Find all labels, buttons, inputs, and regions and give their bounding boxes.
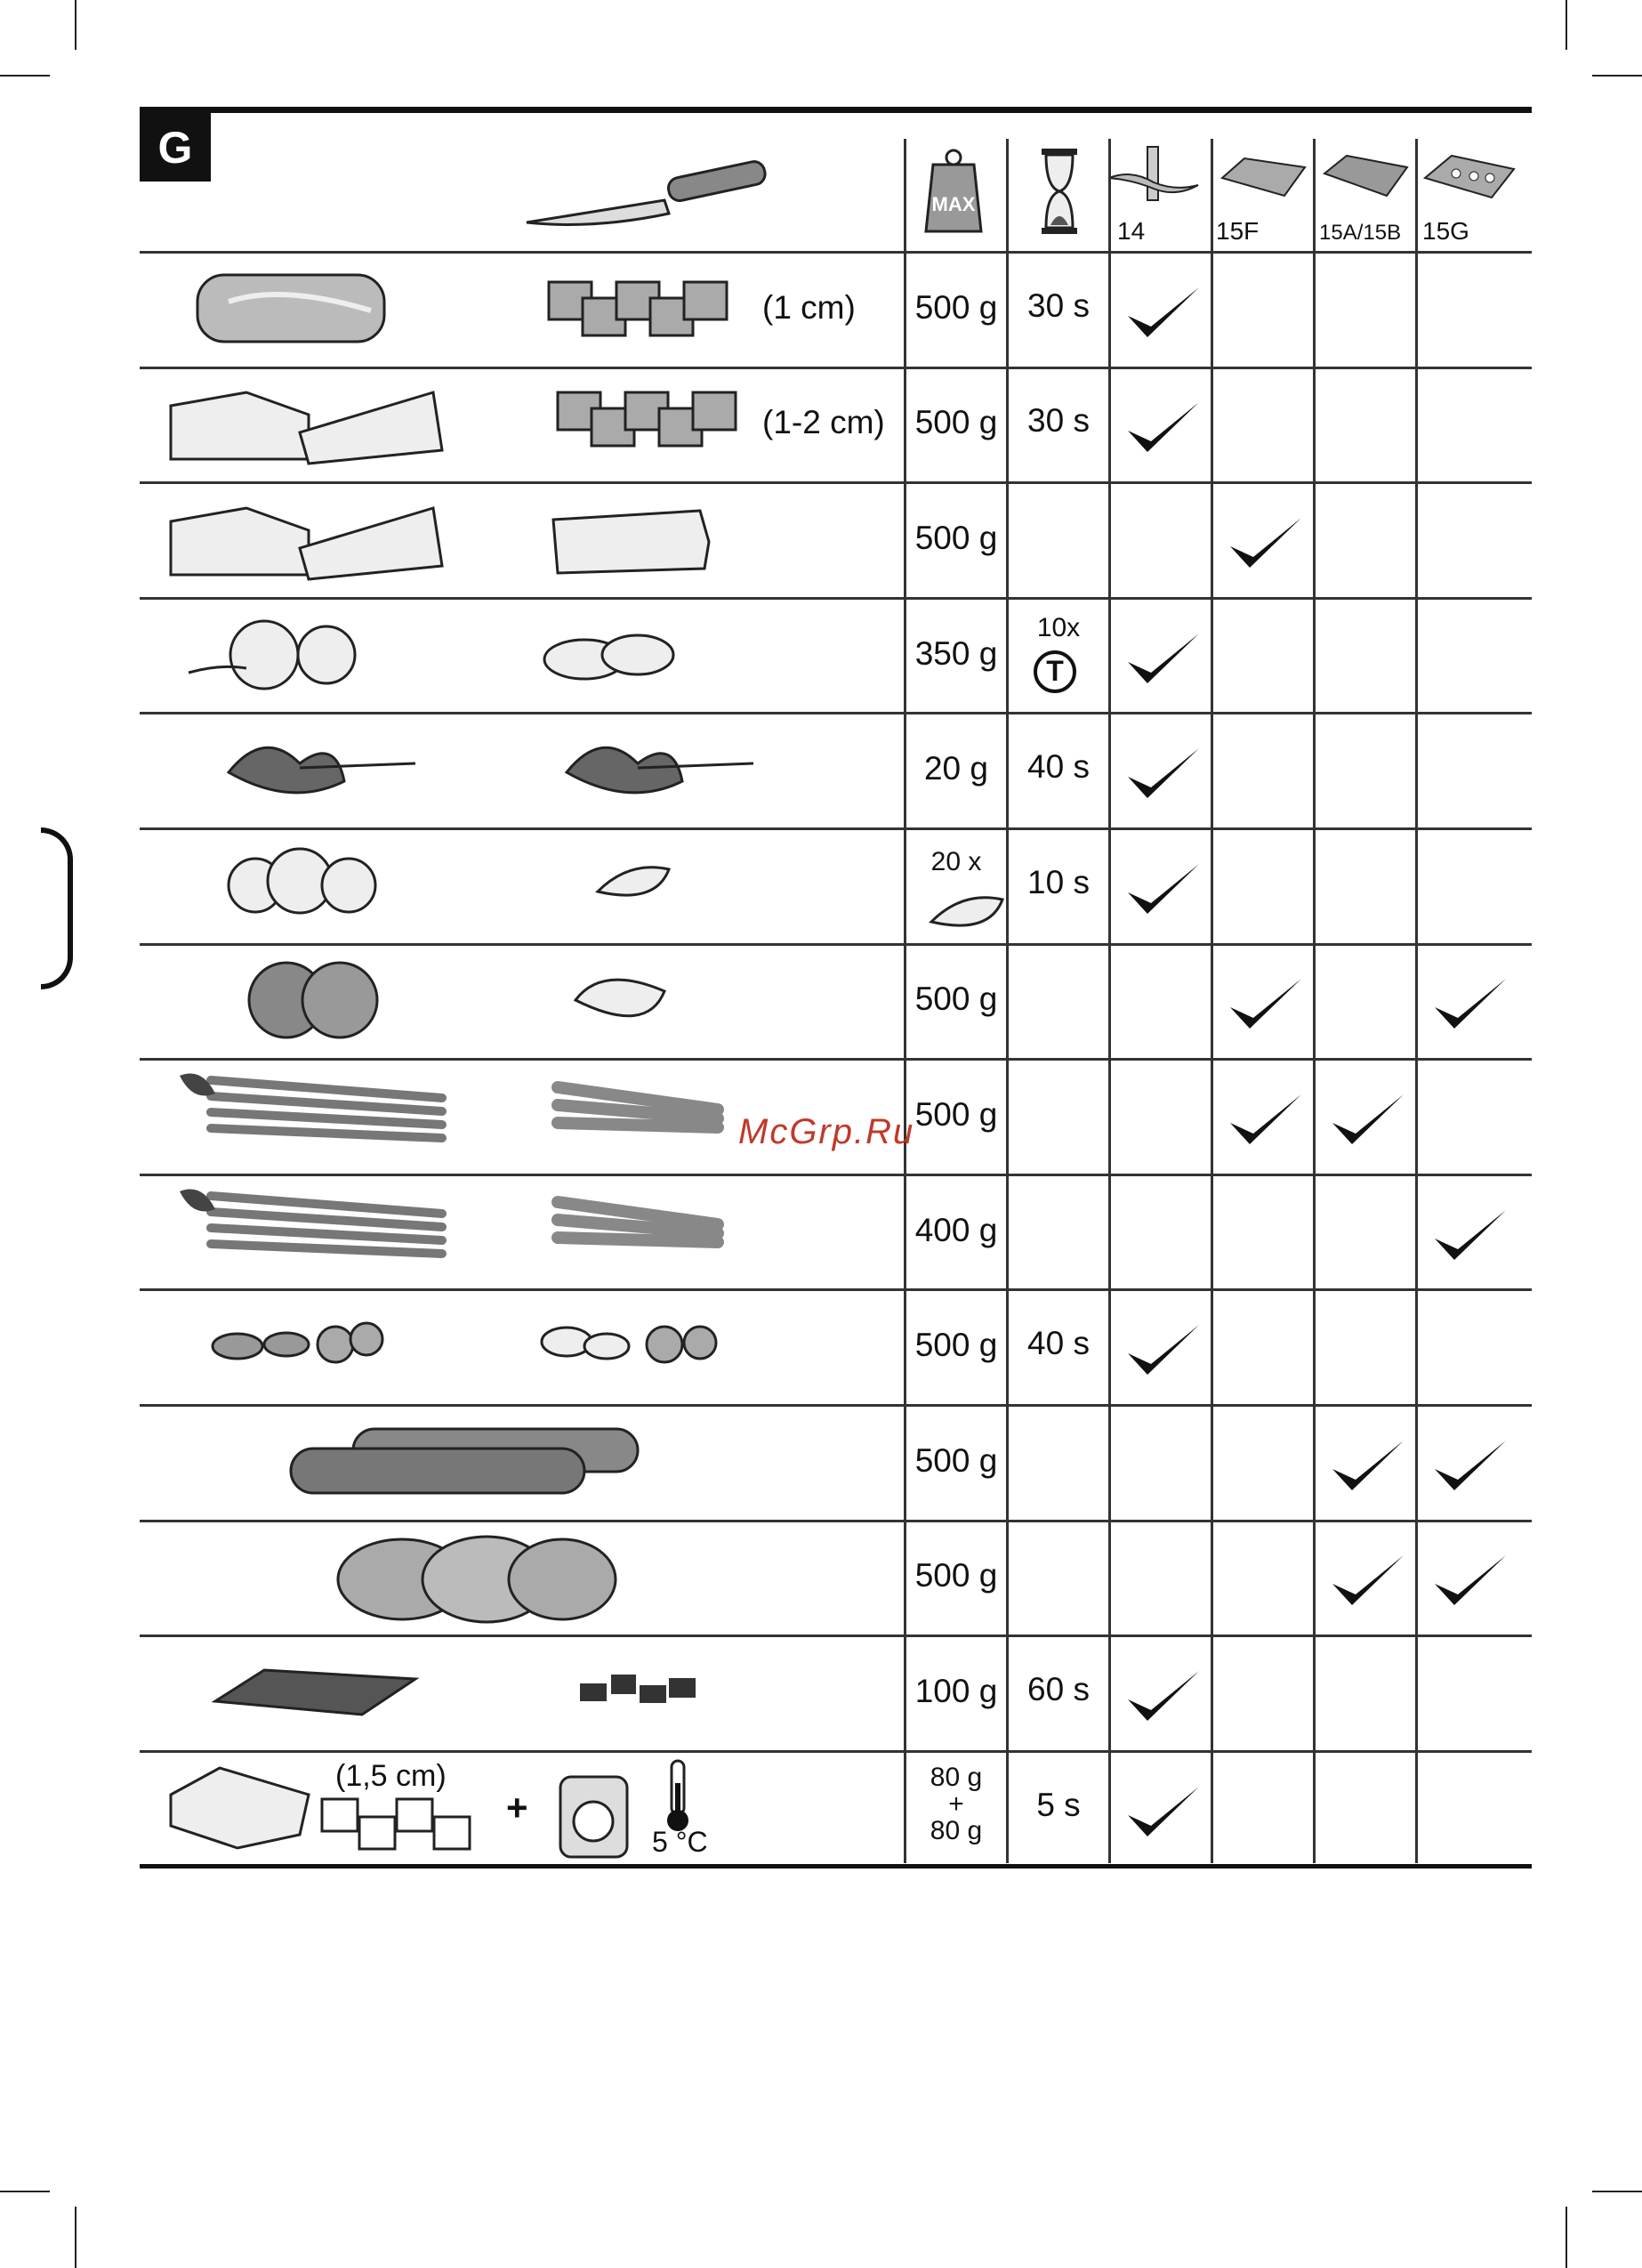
parsley-icon [211,728,424,812]
time-value: 5 s [1036,1786,1081,1823]
row-divider [140,1288,1532,1291]
checkmark-icon [1325,1089,1407,1153]
svg-text:MAX: MAX [931,193,976,215]
butter-cubes-icon [318,1790,478,1852]
row-divider [140,1750,1532,1753]
row-divider [140,1634,1532,1637]
amount-value: 20 g [923,750,988,787]
time-value: 40 s [1027,1325,1090,1362]
row-divider [140,943,1532,946]
cheese-block-icon [166,495,451,584]
garlic-clove-icon [927,886,980,922]
row-divider [140,481,1532,484]
amount-value: 500 g [914,1557,998,1594]
row-divider [140,1404,1532,1407]
amount-value: 100 g [914,1673,998,1709]
time-value: 40 s [1027,748,1090,786]
checkmark-icon [1121,1320,1203,1384]
section-badge: G [140,113,211,182]
crop-mark [1592,2191,1642,2192]
bottom-rule [140,1864,1532,1868]
checkmark-icon [1223,973,1305,1037]
checkmark-icon [1121,282,1203,346]
amount-value: 80 g [930,1762,983,1792]
disc-15ab-icon [1320,151,1409,205]
recipe-table [140,107,1532,1868]
time-value: 30 s [1027,402,1090,440]
checkmark-icon [1223,1089,1305,1153]
column-divider [1211,139,1213,1863]
cheese-cubes-cut-icon [549,379,727,468]
crop-mark [1592,75,1642,77]
amount-value: 500 g [914,288,998,326]
checkmark-icon [1428,1550,1509,1614]
disc-15f-icon [1218,151,1307,205]
registration-mark [41,827,73,989]
apple-icon [237,956,389,1045]
cucumber-icon [282,1422,656,1502]
cheese-cubes-icon [166,379,451,468]
checkmark-icon [1121,397,1203,461]
turbo-pulse-icon [1034,650,1076,693]
amount-value: 20 x [930,847,982,876]
carrot-cut-icon [549,1074,727,1158]
blade-14-icon [1105,142,1203,222]
onion-icon [184,615,433,695]
column-divider [1006,139,1009,1863]
column-divider [1415,139,1418,1863]
garlic-icon [220,845,398,925]
carrot-icon [175,1182,451,1280]
thermometer-icon [663,1756,695,1836]
checkmark-icon [1121,1781,1203,1845]
hourglass-icon [1040,147,1079,236]
checkmark-icon [1121,628,1203,692]
cut-size-label: (1 cm) [762,288,856,326]
col-label-14: 14 [1117,217,1146,245]
garlic-cut-icon [593,856,673,914]
nuts-cut-icon [540,1311,745,1382]
column-divider [1108,139,1111,1863]
carrot-cut-icon [549,1189,727,1273]
watermark: McGrp.Ru [738,1112,915,1151]
meat-icon [193,266,389,351]
crop-mark [0,2191,50,2192]
column-divider [1313,139,1316,1863]
col-label-15f: 15F [1216,217,1260,245]
amount-value: 80 g [930,1815,983,1845]
checkmark-icon [1325,1435,1407,1499]
amount-value: 350 g [914,634,998,672]
crop-mark [75,2207,76,2268]
amount-value: 500 g [914,1327,998,1364]
max-weight-icon [924,147,983,236]
meat-cut-icon [540,269,718,349]
pulse-count: 10x [1036,612,1081,642]
parsley-cut-icon [549,728,727,812]
chocolate-icon [211,1666,424,1721]
cut-size-label: (1,5 cm) [335,1758,447,1793]
row-divider [140,827,1532,830]
col-label-15ab: 15A/15B [1319,221,1402,245]
checkmark-icon [1121,743,1203,807]
amount-value: + [948,1788,964,1819]
row-divider [140,597,1532,600]
amount-value: 400 g [914,1211,998,1248]
col-label-15g: 15G [1422,217,1469,245]
knife-icon [522,160,771,231]
checkmark-icon [1223,513,1305,577]
cheese-block-cut-icon [549,497,727,582]
carrot-icon [175,1067,451,1165]
row-divider [140,712,1532,714]
chocolate-cut-icon [576,1666,709,1710]
crop-mark [1566,2207,1567,2268]
turbo-pulse-label: T [1046,655,1064,688]
row-divider [140,367,1532,369]
amount-value: 500 g [914,1096,998,1133]
amount-value: 500 g [914,1441,998,1479]
checkmark-icon [1428,1205,1509,1269]
disc-15g-icon [1421,151,1518,205]
crop-mark [1566,0,1567,50]
nuts-icon [211,1311,406,1382]
top-rule [140,107,1532,113]
row-divider [140,1520,1532,1522]
amount-value: 500 g [914,520,998,556]
jar-icon [556,1759,636,1861]
checkmark-icon [1121,859,1203,923]
time-value: 30 s [1027,287,1090,324]
checkmark-icon [1325,1550,1407,1614]
checkmark-icon [1428,1435,1509,1499]
plus-sign: + [506,1786,528,1828]
onion-cut-icon [540,624,736,686]
time-value: 60 s [1027,1671,1090,1707]
row-divider [140,251,1532,254]
row-divider [140,1174,1532,1176]
time-value: 10 s [1027,863,1090,900]
amount-value: 500 g [914,404,998,441]
crop-mark [75,0,76,50]
butter-icon [166,1759,318,1857]
cut-size-label: (1-2 cm) [762,404,885,441]
checkmark-icon [1121,1666,1203,1730]
row-divider [140,1058,1532,1061]
crop-mark [0,75,50,77]
potato-icon [335,1530,629,1624]
apple-cut-icon [567,965,673,1036]
temperature-label: 5 °C [652,1825,708,1858]
checkmark-icon [1428,973,1509,1037]
amount-value: 500 g [914,981,998,1018]
